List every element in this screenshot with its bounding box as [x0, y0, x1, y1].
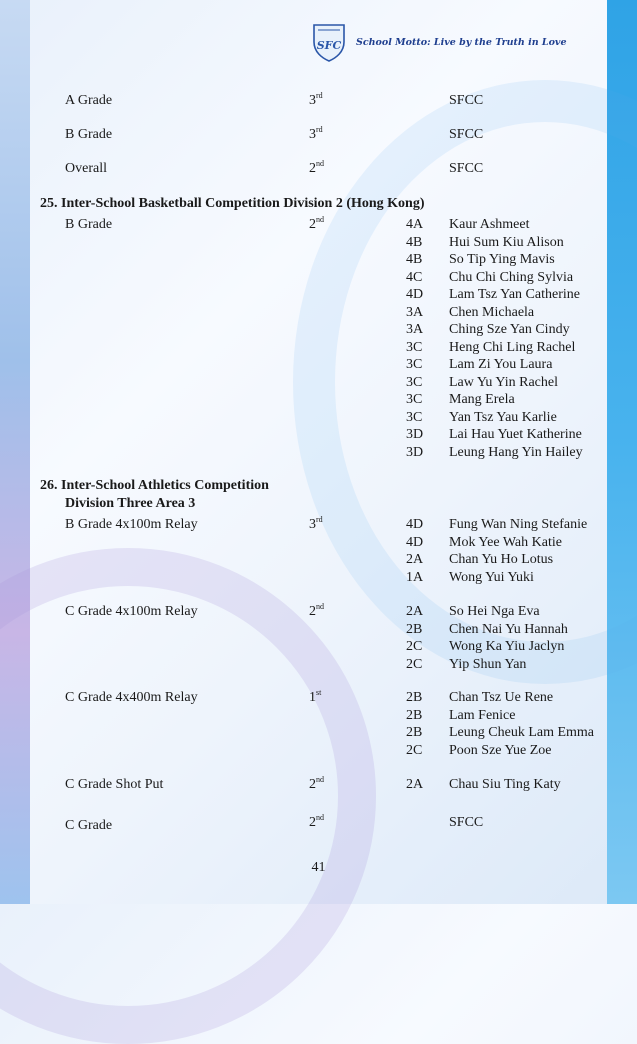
- player-class: 1A: [406, 569, 424, 585]
- player-class: 2C: [406, 742, 423, 758]
- position-number: 2: [309, 777, 316, 792]
- position-suffix: rd: [316, 91, 323, 100]
- player-class: 2B: [406, 621, 423, 637]
- position-suffix: nd: [316, 602, 324, 611]
- event-name: C Grade 4x100m Relay: [65, 604, 198, 619]
- player-class: 3C: [406, 357, 423, 372]
- player-name: So Tip Ying Mavis: [449, 252, 555, 267]
- section-title-25: 25. Inter-School Basketball Competition Division 2 (Hong Kong): [40, 196, 425, 211]
- player-class: 4B: [406, 252, 423, 267]
- player-class: 2A: [406, 604, 424, 619]
- player-class: 2A: [406, 777, 424, 792]
- player-name: Lai Hau Yuet Katherine: [449, 427, 582, 442]
- result-position: [309, 92, 323, 109]
- player-class: 3C: [406, 374, 423, 390]
- player-class: 2C: [406, 639, 423, 654]
- player-name: Lam Fenice: [449, 707, 516, 723]
- section-subtitle-26: Division Three Area 3: [65, 496, 196, 511]
- player-class: 2B: [406, 725, 423, 740]
- result-position: [309, 126, 323, 143]
- player-name: Kaur Ashmeet: [449, 217, 530, 232]
- position-number: 3: [309, 127, 316, 142]
- event-position: [309, 776, 324, 793]
- player-name: Lam Tsz Yan Catherine: [449, 287, 580, 302]
- player-name: Yan Tsz Yau Karlie: [449, 409, 557, 425]
- position-number: 2: [309, 604, 316, 619]
- event-position: [309, 689, 321, 706]
- player-class: 2C: [406, 656, 423, 672]
- final-grade: C Grade: [65, 818, 113, 833]
- player-class: 4D: [406, 534, 424, 550]
- player-name: Chen Michaela: [449, 304, 535, 320]
- player-class: 2B: [406, 707, 423, 723]
- position-number: 2: [309, 217, 316, 232]
- position-number: 1: [309, 690, 316, 705]
- player-name: Chen Nai Yu Hannah: [449, 621, 568, 637]
- position-number: 2: [309, 815, 316, 830]
- player-name: Chu Chi Ching Sylvia: [449, 269, 574, 285]
- school-logo-icon: [312, 22, 346, 62]
- player-name: Fung Wan Ning Stefanie: [449, 517, 588, 532]
- player-class: 2B: [406, 690, 423, 705]
- position-number: 2: [309, 161, 316, 176]
- player-name: Hui Sum Kiu Alison: [449, 234, 564, 250]
- result-team: SFCC: [449, 161, 484, 176]
- logo-text: SFC: [316, 39, 342, 52]
- player-name: Leung Cheuk Lam Emma: [449, 725, 595, 740]
- player-class: 3C: [406, 392, 423, 407]
- section25-position: [309, 216, 324, 233]
- position-suffix: nd: [316, 813, 324, 822]
- position-number: 3: [309, 517, 316, 532]
- player-name: Law Yu Yin Rachel: [449, 374, 558, 390]
- player-class: 3A: [406, 304, 424, 320]
- player-class: 2A: [406, 552, 424, 567]
- school-motto: School Motto: Live by the Truth in Love: [356, 36, 567, 48]
- player-class: 3A: [406, 322, 424, 337]
- section-title-26: 26. Inter-School Athletics Competition: [40, 478, 269, 493]
- player-class: 4D: [406, 517, 424, 532]
- player-name: So Hei Nga Eva: [449, 604, 540, 619]
- position-suffix: nd: [316, 215, 324, 224]
- player-name: Heng Chi Ling Rachel: [449, 339, 576, 355]
- player-name: Chau Siu Ting Katy: [449, 777, 561, 792]
- section25-grade: B Grade: [65, 217, 113, 232]
- player-name: Lam Zi You Laura: [449, 357, 553, 372]
- final-team: SFCC: [449, 815, 484, 830]
- event-name: C Grade 4x400m Relay: [65, 690, 198, 705]
- event-name: C Grade Shot Put: [65, 777, 164, 792]
- player-name: Mok Yee Wah Katie: [449, 534, 562, 550]
- event-position: [309, 516, 323, 533]
- player-class: 4C: [406, 269, 423, 285]
- position-number: 3: [309, 93, 316, 108]
- player-class: 4B: [406, 234, 423, 250]
- event-name: B Grade 4x100m Relay: [65, 517, 198, 532]
- player-name: Leung Hang Yin Hailey: [449, 444, 583, 460]
- page-number: 41: [311, 860, 326, 875]
- result-grade: Overall: [65, 161, 107, 176]
- player-class: 3C: [406, 409, 423, 425]
- result-team: SFCC: [449, 127, 484, 142]
- result-grade: A Grade: [65, 93, 113, 108]
- player-name: Chan Yu Ho Lotus: [449, 552, 554, 567]
- player-class: 3D: [406, 444, 424, 460]
- result-position: [309, 160, 324, 177]
- player-name: Wong Yui Yuki: [449, 569, 534, 585]
- player-class: 4A: [406, 217, 424, 232]
- page-header: [312, 22, 602, 62]
- player-name: Yip Shun Yan: [449, 656, 527, 672]
- player-name: Ching Sze Yan Cindy: [449, 322, 570, 337]
- result-grade: B Grade: [65, 127, 113, 142]
- background-swirl: [0, 548, 376, 1044]
- player-class: 3C: [406, 339, 423, 355]
- result-team: SFCC: [449, 93, 484, 108]
- position-suffix: nd: [316, 775, 324, 784]
- event-position: [309, 603, 324, 620]
- position-suffix: rd: [316, 515, 323, 524]
- player-name: Poon Sze Yue Zoe: [449, 742, 552, 758]
- player-class: 4D: [406, 287, 424, 302]
- position-suffix: nd: [316, 159, 324, 168]
- final-position: [309, 814, 324, 831]
- player-name: Chan Tsz Ue Rene: [449, 690, 554, 705]
- position-suffix: st: [316, 688, 322, 697]
- player-class: 3D: [406, 427, 424, 442]
- player-name: Mang Erela: [449, 392, 515, 407]
- player-name: Wong Ka Yiu Jaclyn: [449, 639, 565, 654]
- position-suffix: rd: [316, 125, 323, 134]
